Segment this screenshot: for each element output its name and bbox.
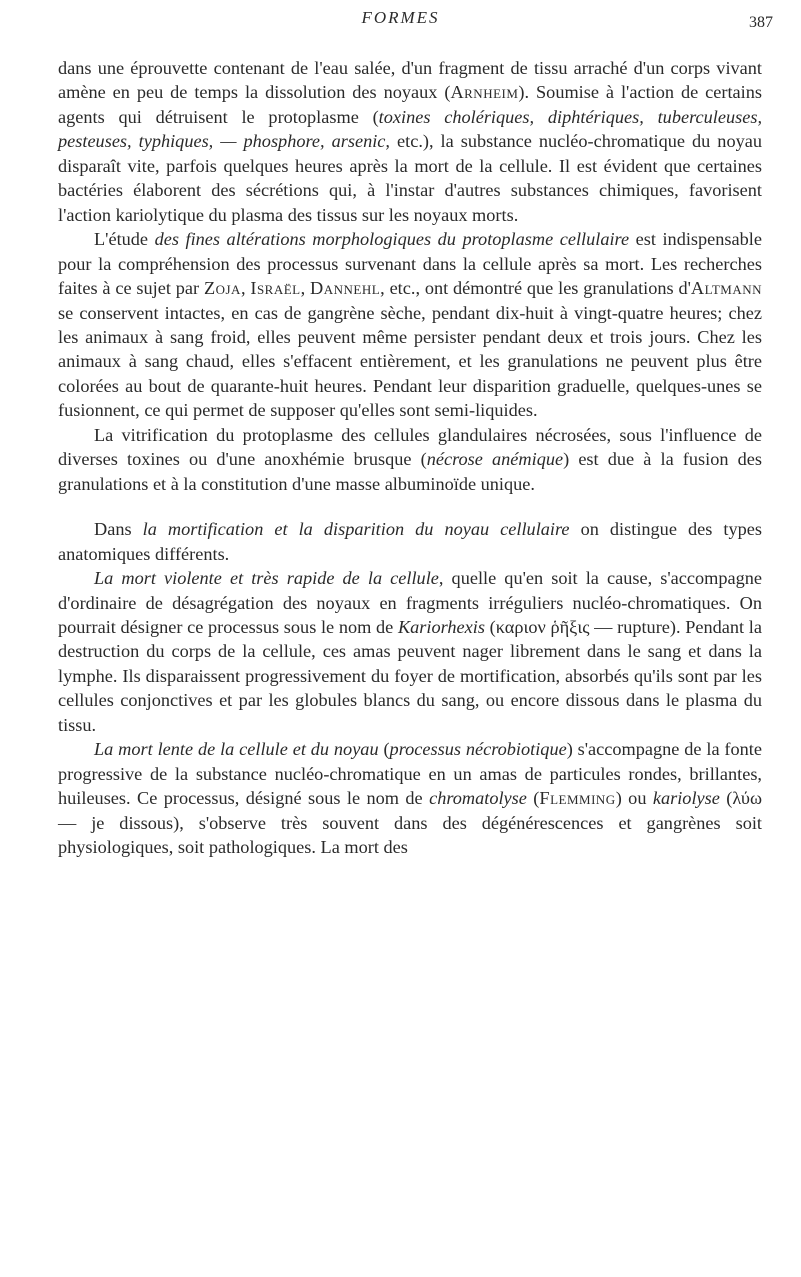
text-run: , quelle qu'en soit la cause, s'accompagne d'ordinaire de désagrégation des noyaux en fragments irréguliers nucléo-chromatiques. On pourrait désigner ce processus sous le nom de xyxy=(58,568,762,637)
emphasis: kariolyse xyxy=(652,788,720,809)
text-run: La vitrification du protoplasme des cellules glandulaires nécrosées, sous l'influence de diverses toxines ou d'une anoxhémie brusque ( xyxy=(58,424,762,470)
emphasis: nécrose anémique xyxy=(426,449,564,470)
running-title: FORMES xyxy=(361,8,440,27)
text-run: , xyxy=(240,278,251,299)
paragraph-1 xyxy=(58,56,762,227)
emphasis: La mort violente et très rapide de la cellule xyxy=(94,568,439,589)
emphasis: des fines altérations morphologiques du protoplasme cellulaire xyxy=(154,229,630,250)
text-run: ) ou xyxy=(615,788,653,809)
text-run: se conservent intactes, en cas de gangrène sèche, pendant dix-huit à vingt-quatre heures; chez les animaux à sang froid, elles peuvent même persister pendant deux et trois jours. Chez les animaux à sang chaud, elles s'effacent entièrement, et les granulations ne peuvent plus être colorées au bout de quarante-huit heures. Pendant leur disparition graduelle, quelques-unes se fusionnent, ce qui permet de supposer qu'elles sont semi-liquides. xyxy=(58,302,762,421)
greek-term: καριον ῥῆξις xyxy=(495,616,590,637)
text-run: est indispensable pour la compréhension des processus survenant dans la cellule après sa mort. Les recherches faites à ce sujet par xyxy=(58,229,762,299)
text-run: ( xyxy=(719,788,733,809)
text-run: ( xyxy=(484,616,496,637)
emphasis: La mort lente de la cellule et du noyau xyxy=(94,739,379,760)
author-name: Zoja xyxy=(203,278,241,299)
paragraph-6 xyxy=(58,737,762,859)
text-run: Dans xyxy=(94,519,143,540)
author-name: Dannehl xyxy=(310,278,381,299)
paragraph-5 xyxy=(58,566,762,737)
emphasis: Kariorhexis xyxy=(397,616,485,637)
emphasis: toxines cholériques, diphtériques, tuberculeuses, pesteuses, typhiques, — phosphore, arsenic, xyxy=(58,106,763,152)
text-run: ) est due à la fusion des granulations et à la constitution d'une masse albuminoïde unique. xyxy=(58,449,763,494)
author-name: Arnheim xyxy=(450,82,519,103)
author-name: Flemming xyxy=(539,788,616,809)
text-run: — je dissous), s'observe très souvent dans des dégénérescences et gangrènes soit physiologiques, soit pathologiques. La mort des xyxy=(58,812,762,858)
text-run: — rupture). Pendant la destruction du corps de la cellule, ces amas peuvent nager librement dans le sang et dans la lymphe. Ils disparaissent progressivement du foyer de mortification, absorbés qu'ils sont par les cellules conjonctives et par les globules blancs du sang, ou encore dissous dans le plasma du tissu. xyxy=(58,616,762,735)
paragraph-3 xyxy=(58,423,762,496)
page-header xyxy=(0,8,801,38)
greek-term: λύω xyxy=(732,788,762,809)
text-run: on distingue des types anatomiques différents. xyxy=(58,519,762,564)
page-body xyxy=(58,56,762,860)
emphasis: chromatolyse xyxy=(429,788,527,809)
text-run: , etc., ont démontré que les granulations d' xyxy=(380,278,691,299)
paragraph-2 xyxy=(58,227,762,423)
text-run: ( xyxy=(378,739,390,760)
text-run: dans une éprouvette contenant de l'eau salée, d'un fragment de tissu arraché d'un corps vivant amène en peu de temps la dissolution des noyaux ( xyxy=(58,58,762,103)
emphasis: la mortification et la disparition du noyau cellulaire xyxy=(142,519,570,540)
text-run: etc.), la substance nucléo-chromatique du noyau disparaît vite, parfois quelques heures après la mort de la cellule. Il est évident que certaines bactéries élaborent des sécrétions qui, à l'instar d'autres substances chimiques, favorisent l'action kariolytique du plasma des tissus sur les noyaux morts. xyxy=(58,131,762,225)
author-name: Altmann xyxy=(690,278,763,299)
emphasis: processus nécrobiotique xyxy=(389,739,567,760)
text-run: , xyxy=(300,278,311,299)
author-name: Israël xyxy=(250,278,301,299)
text-run: ) s'accompagne de la fonte progressive de la substance nucléo-chromatique en un amas de particules rondes, brillantes, huileuses. Ce processus, désigné sous le nom de xyxy=(58,739,762,809)
text-run: L'étude xyxy=(94,229,155,250)
paragraph-4 xyxy=(58,517,762,566)
text-run: ( xyxy=(526,788,540,809)
page-number: 387 xyxy=(749,14,773,31)
text-run: ). Soumise à l'action de certains agents qui détruisent le protoplasme ( xyxy=(58,82,762,127)
